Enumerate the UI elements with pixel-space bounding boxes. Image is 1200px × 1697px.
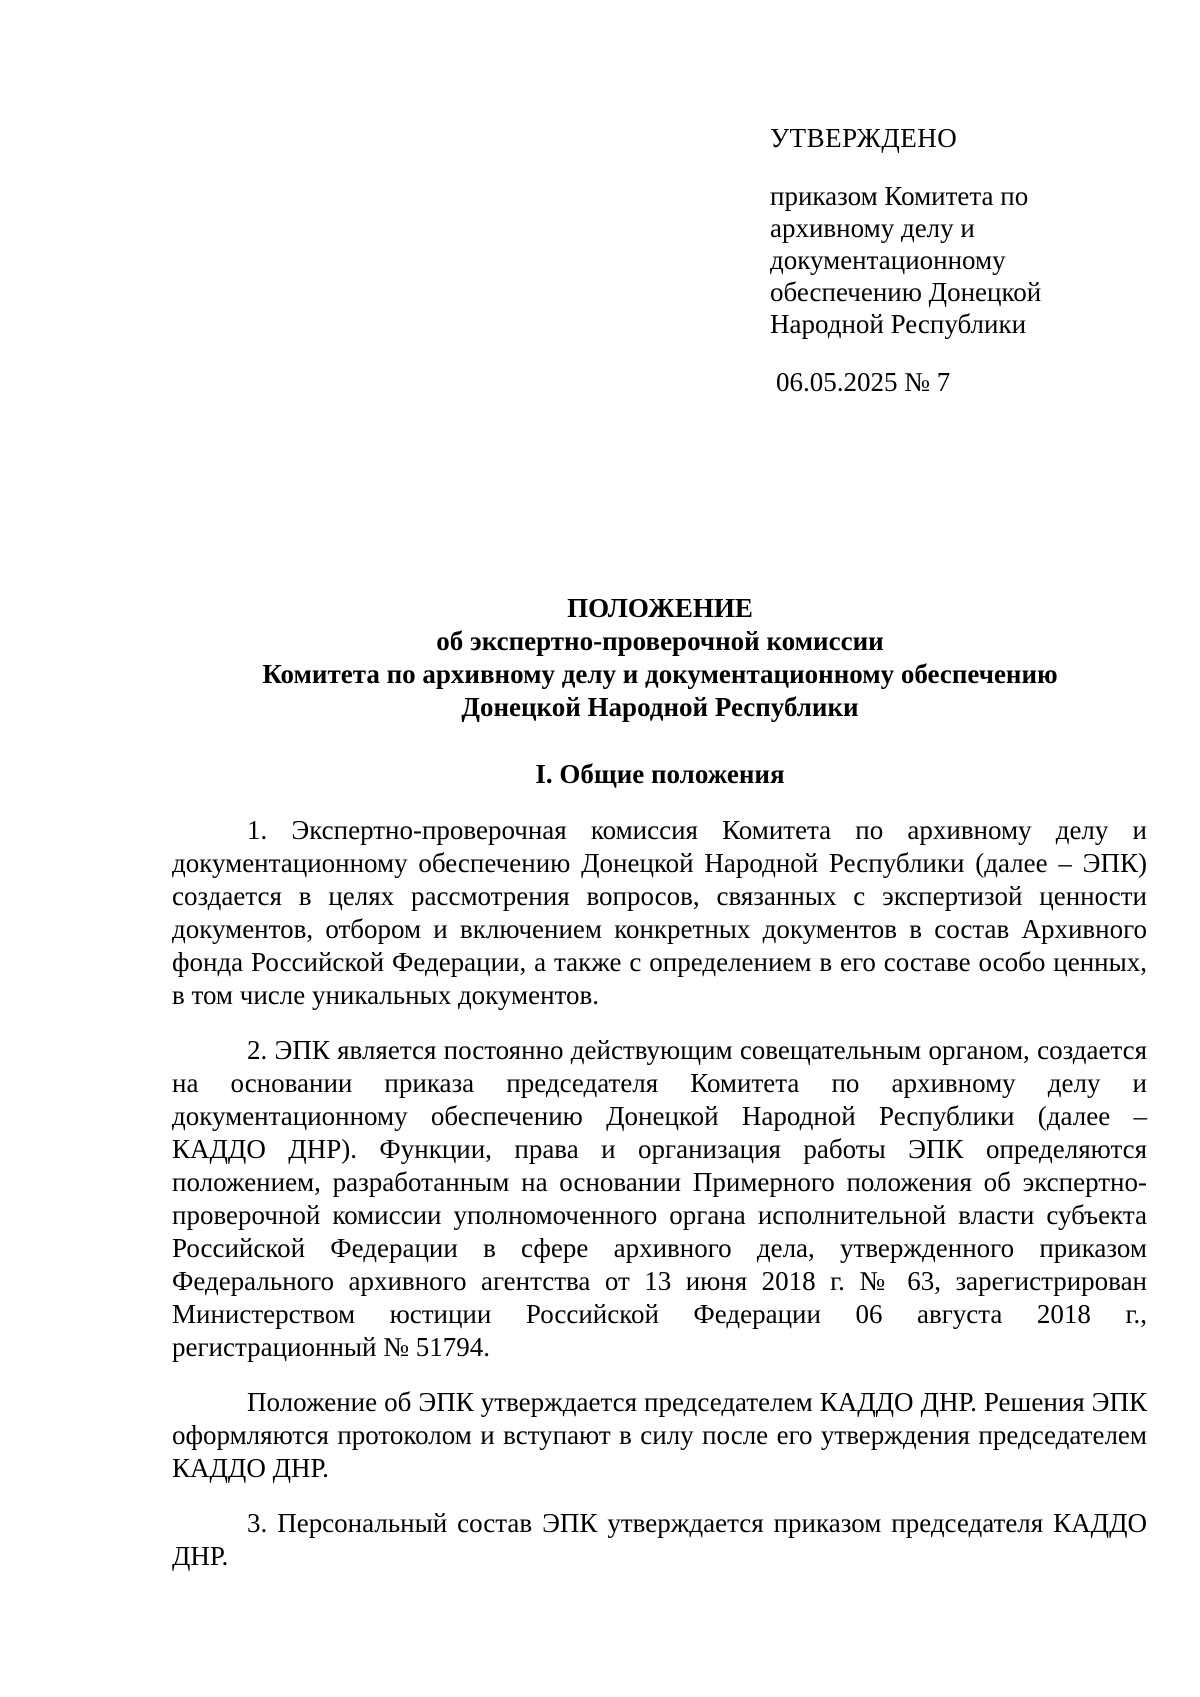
approval-order-line: архивному делу и bbox=[770, 213, 975, 243]
paragraph-3: 3. Персональный состав ЭПК утверждается приказом председателя КАДДО ДНР. bbox=[172, 1508, 1147, 1571]
approval-order-line: Народной Республики bbox=[770, 309, 1027, 339]
approval-stamp bbox=[770, 122, 1170, 398]
paragraph-1: 1. Экспертно-проверочная комиссия Комитета по архивному делу и документационному обеспечению Донецкой Народной Республики (далее – ЭПК) создается в целях рассмотрения вопросов, связанных с экспертизой ценности документов, отбором и включением конкретных документов в состав Архивного фонда Российской Федерации, а также с определением в его составе особо ценных, в том числе уникальных документов. bbox=[172, 815, 1147, 1010]
approval-date-number: 06.05.2025 № 7 bbox=[776, 367, 951, 397]
title-subtitle-1: об экспертно-проверочной комиссии bbox=[436, 626, 884, 656]
approval-order-line: приказом Комитета по bbox=[770, 181, 1029, 211]
title-subtitle-2: Комитета по архивному делу и документационному обеспечению bbox=[262, 659, 1058, 689]
document-body bbox=[172, 814, 1147, 1595]
document-title bbox=[160, 592, 1160, 724]
paragraph-2-continued: Положение об ЭПК утверждается председателем КАДДО ДНР. Решения ЭПК оформляются протоколом и вступают в силу после его утверждения председателем КАДДО ДНР. bbox=[172, 1387, 1147, 1483]
section-heading: I. Общие положения bbox=[535, 759, 785, 789]
approved-label: УТВЕРЖДЕНО bbox=[770, 123, 958, 153]
approval-order-line: обеспечению Донецкой bbox=[770, 277, 1042, 307]
paragraph-2: 2. ЭПК является постоянно действующим совещательным органом, создается на основании приказа председателя Комитета по архивному делу и документационному обеспечению Донецкой Народной Республики (далее – КАДДО ДНР). Функции, права и организация работы ЭПК определяются положением, разработанным на основании Примерного положения об экспертно-проверочной комиссии уполномоченного органа исполнительной власти субъекта Российской Федерации в сфере архивного дела, утвержденного приказом Федерального архивного агентства от 13 июня 2018 г. № 63, зарегистрирован Министерством юстиции Российской Федерации 06 августа 2018 г., регистрационный № 51794. bbox=[172, 1035, 1147, 1362]
title-subtitle-3: Донецкой Народной Республики bbox=[461, 692, 859, 722]
approval-order-line: документационному bbox=[770, 245, 1006, 275]
title-main: ПОЛОЖЕНИЕ bbox=[567, 593, 753, 623]
